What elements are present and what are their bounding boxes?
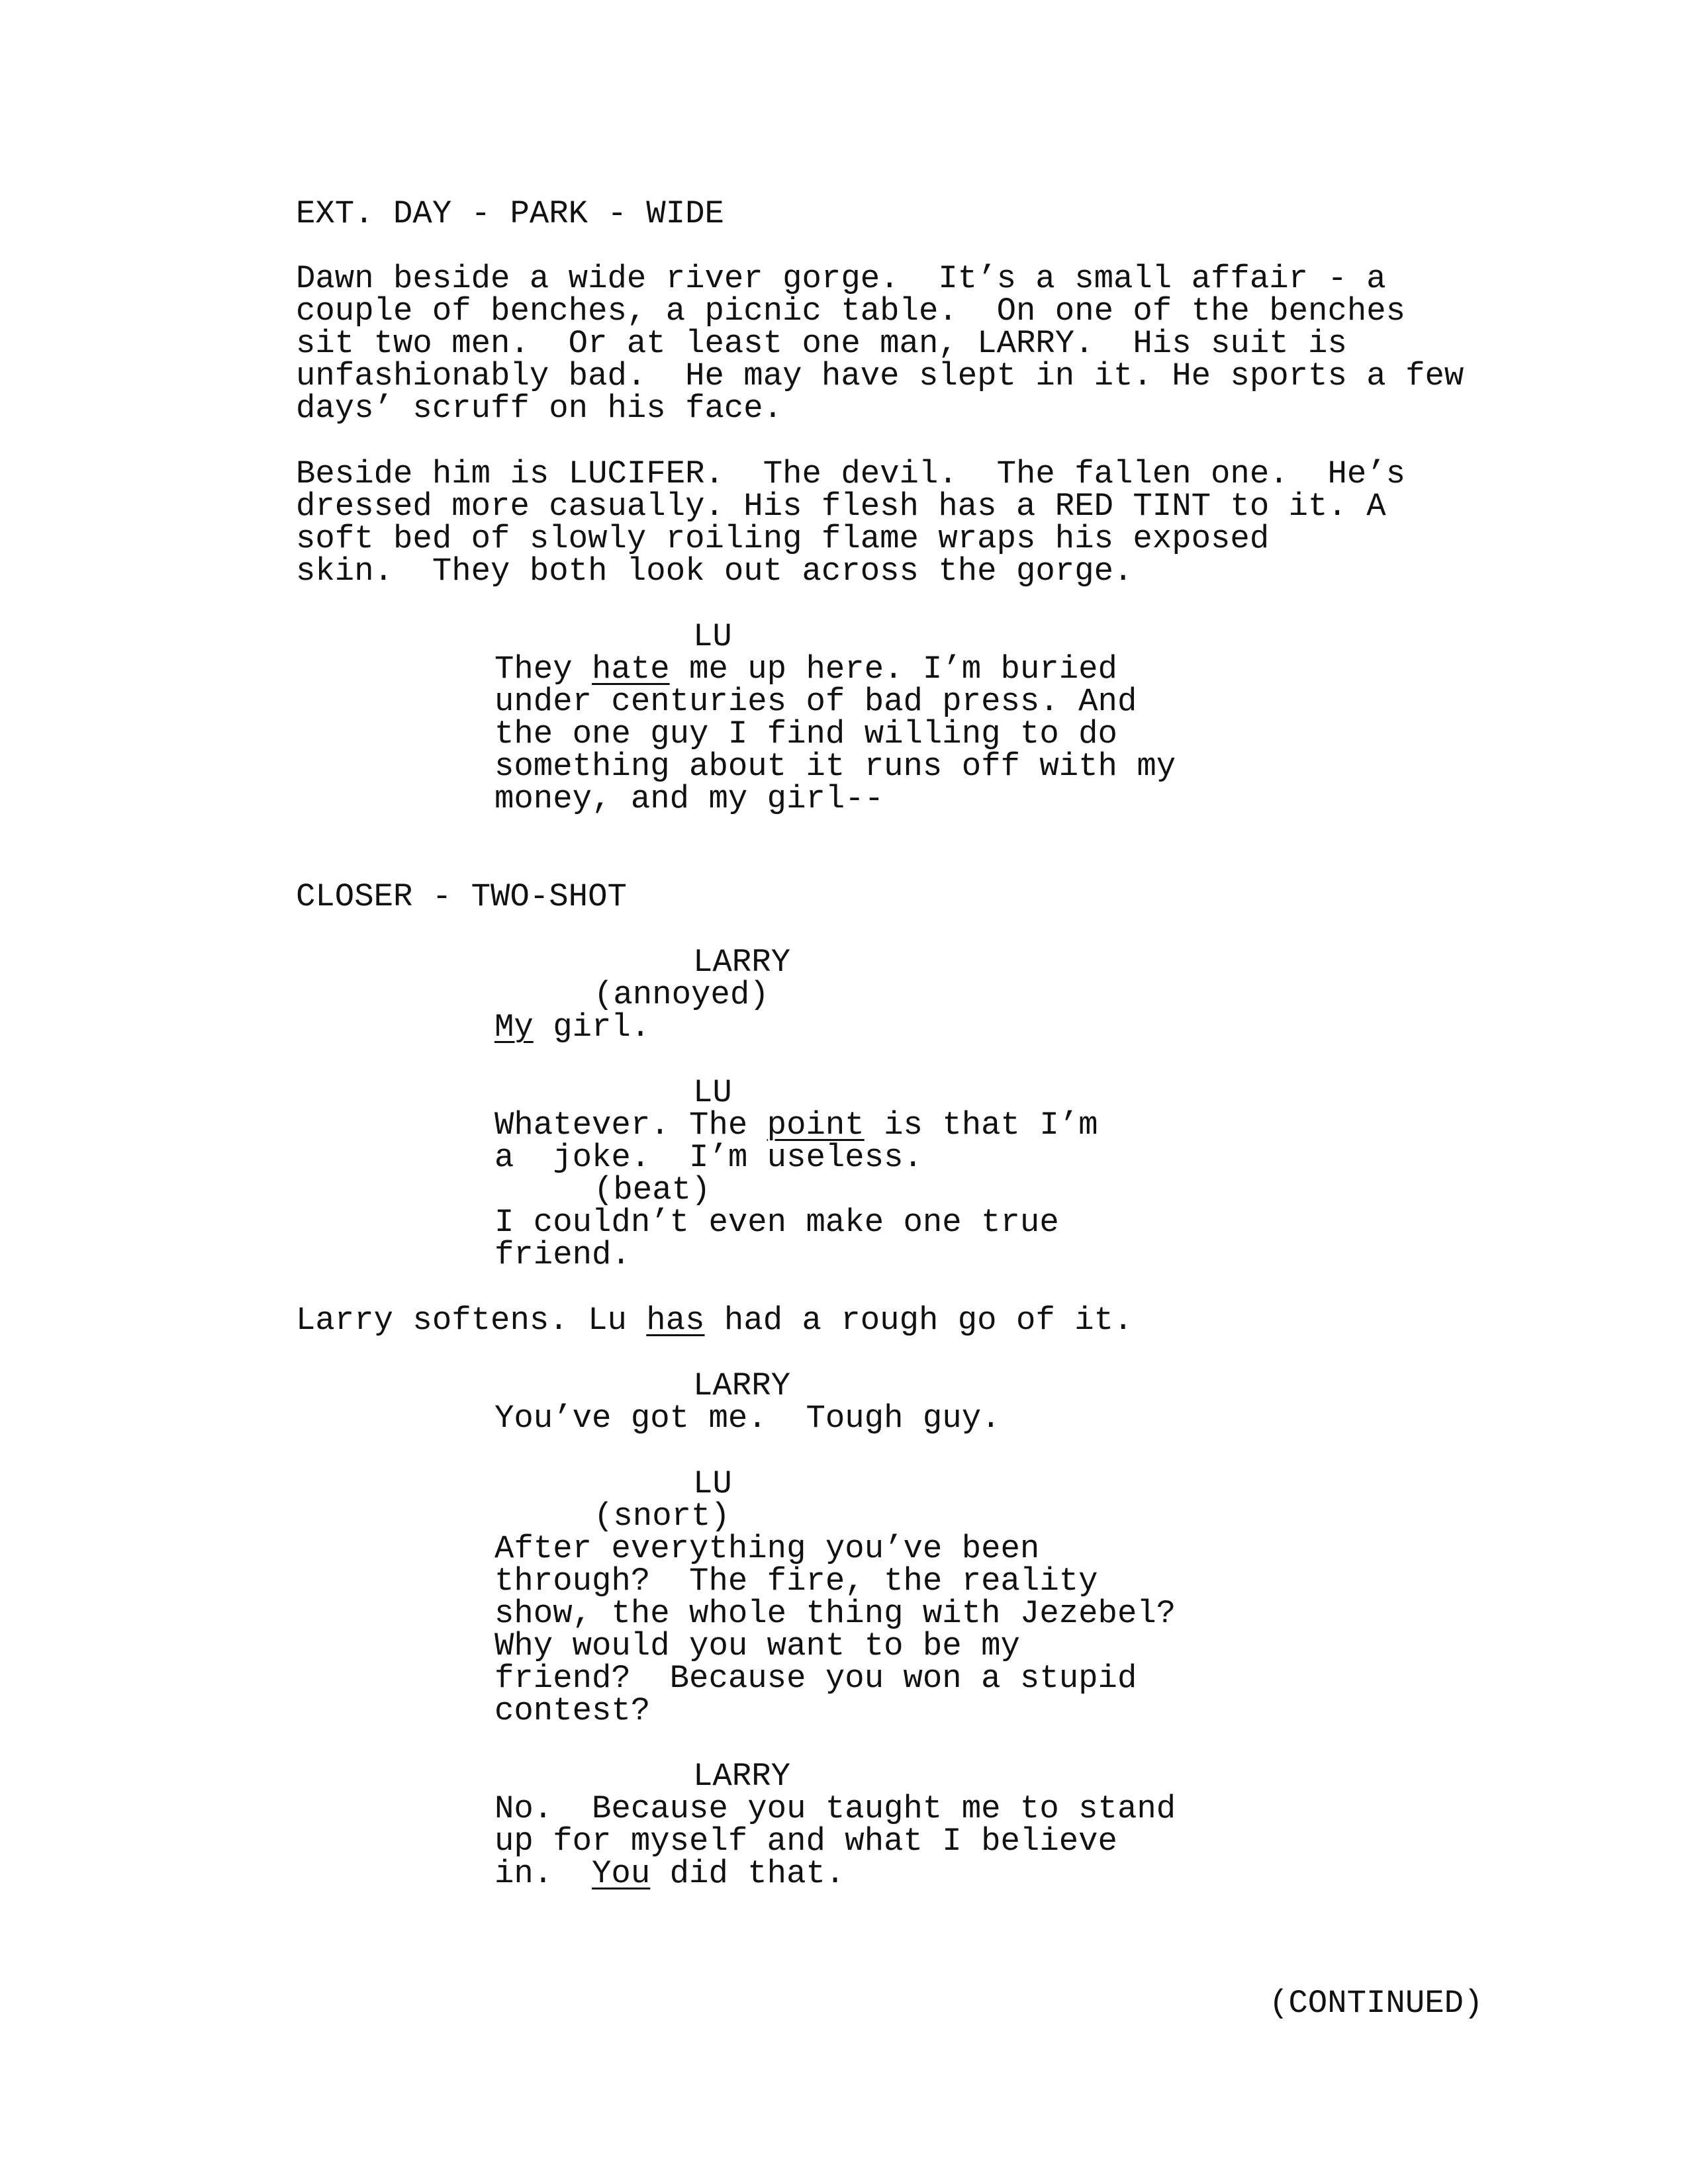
dialogue-line: My girl. bbox=[494, 1009, 651, 1046]
action-line: unfashionably bad. He may have slept in it. He sports a few bbox=[296, 357, 1464, 394]
action-line: dressed more casually. His flesh has a RED TINT to it. A bbox=[296, 488, 1386, 525]
dialogue-line: contest? bbox=[494, 1692, 651, 1729]
dialogue-line: a joke. I’m useless. bbox=[494, 1139, 923, 1176]
action-line: skin. They both look out across the gorge. bbox=[296, 553, 1133, 590]
character-cue: LARRY bbox=[693, 1367, 791, 1404]
dialogue-line: You’ve got me. Tough guy. bbox=[494, 1400, 1001, 1437]
action-line: soft bed of slowly roiling flame wraps his exposed bbox=[296, 520, 1270, 557]
dialogue-line: up for myself and what I believe bbox=[494, 1823, 1117, 1860]
action-line: Dawn beside a wide river gorge. It’s a small affair - a bbox=[296, 260, 1386, 297]
parenthetical: (beat) bbox=[594, 1171, 711, 1208]
parenthetical: (snort) bbox=[594, 1498, 730, 1535]
dialogue-line: Whatever. The point is that I’m bbox=[494, 1107, 1098, 1144]
dialogue-line: something about it runs off with my bbox=[494, 748, 1176, 785]
dialogue-line: through? The fire, the reality bbox=[494, 1563, 1098, 1600]
scene-heading: CLOSER - TWO-SHOT bbox=[296, 878, 627, 915]
action-line: days’ scruff on his face. bbox=[296, 390, 783, 427]
dialogue-line: friend. bbox=[494, 1236, 631, 1273]
dialogue-line: friend? Because you won a stupid bbox=[494, 1660, 1137, 1697]
action-line: Beside him is LUCIFER. The devil. The fallen one. He’s bbox=[296, 455, 1406, 492]
character-cue: LU bbox=[693, 1074, 732, 1111]
dialogue-line: Why would you want to be my bbox=[494, 1627, 1020, 1664]
dialogue-line: money, and my girl-- bbox=[494, 780, 884, 817]
dialogue-line: show, the whole thing with Jezebel? bbox=[494, 1595, 1176, 1632]
action-line: sit two men. Or at least one man, LARRY. His suit is bbox=[296, 325, 1347, 362]
dialogue-line: After everything you’ve been bbox=[494, 1530, 1040, 1567]
dialogue-line: I couldn’t even make one true bbox=[494, 1204, 1059, 1241]
dialogue-line: No. Because you taught me to stand bbox=[494, 1790, 1176, 1827]
parenthetical: (annoyed) bbox=[594, 976, 769, 1013]
dialogue-line: the one guy I find willing to do bbox=[494, 715, 1117, 752]
underlined-word: has bbox=[646, 1302, 705, 1339]
action-line: couple of benches, a picnic table. On one of the benches bbox=[296, 293, 1406, 330]
character-cue: LU bbox=[693, 1465, 732, 1502]
scene-heading: EXT. DAY - PARK - WIDE bbox=[296, 195, 724, 232]
underlined-word: hate bbox=[592, 651, 670, 688]
action-line: Larry softens. Lu has had a rough go of it. bbox=[296, 1302, 1133, 1339]
underlined-word: My bbox=[494, 1009, 534, 1046]
dialogue-line: They hate me up here. I’m buried bbox=[494, 651, 1117, 688]
dialogue-line: in. You did that. bbox=[494, 1855, 845, 1892]
character-cue: LARRY bbox=[693, 1758, 791, 1795]
dialogue-line: under centuries of bad press. And bbox=[494, 683, 1137, 720]
character-cue: LARRY bbox=[693, 944, 791, 981]
underlined-word: point bbox=[767, 1107, 865, 1144]
continued-marker: (CONTINUED) bbox=[1269, 1985, 1483, 2022]
character-cue: LU bbox=[693, 618, 732, 655]
underlined-word: You bbox=[592, 1855, 651, 1892]
